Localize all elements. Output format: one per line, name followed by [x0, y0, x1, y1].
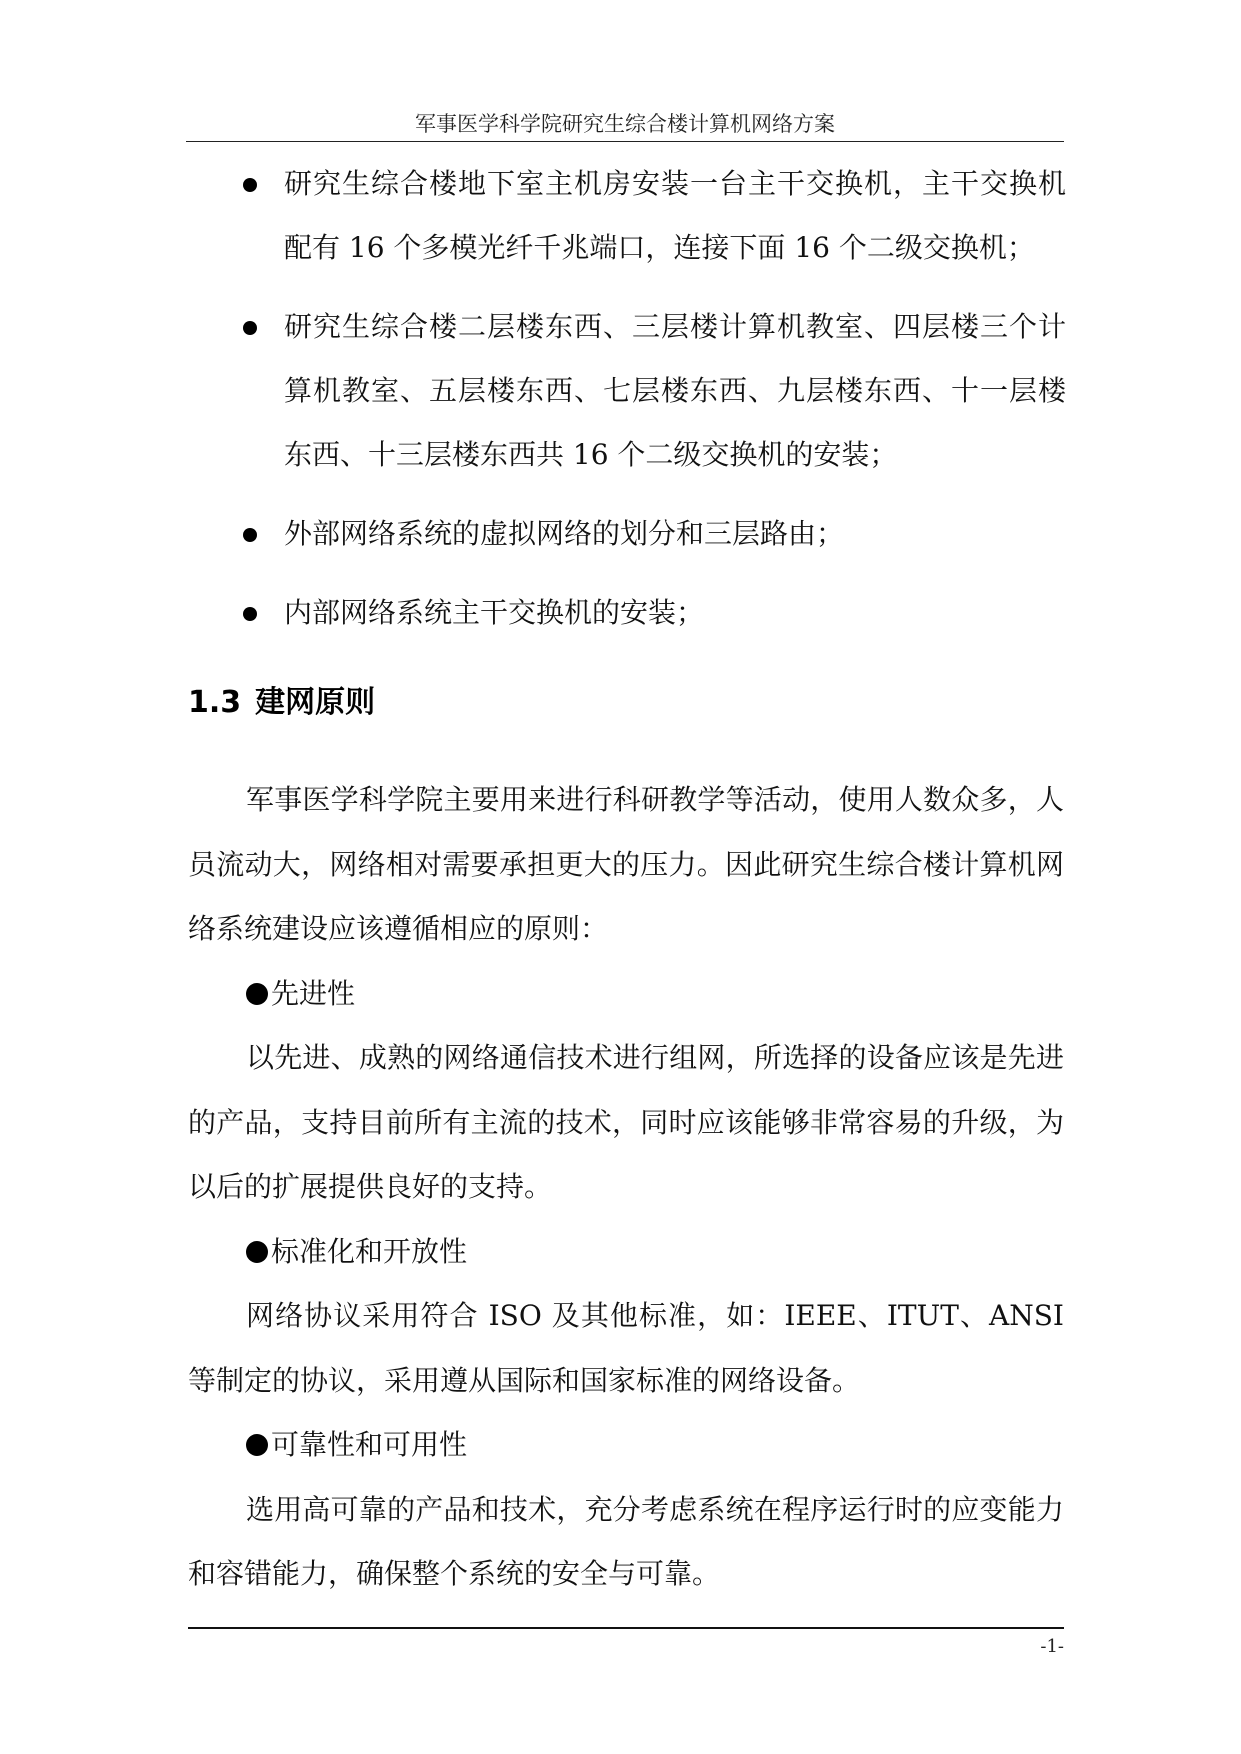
intro-paragraph: 军事医学科学院主要用来进行科研教学等活动，使用人数众多，人员流动大，网络相对需要承担更大的压力。因此研究生综合楼计算机网络系统建设应该遵循相应的原则： [188, 783, 1064, 945]
principle-paragraph: 选用高可靠的产品和技术，充分考虑系统在程序运行时的应变能力和容错能力，确保整个系统的安全与可靠。 [188, 1492, 1064, 1590]
principles-body [188, 768, 1064, 1607]
bullet-icon [246, 983, 268, 1005]
principle-heading [188, 1413, 1064, 1478]
list-item-text: 内部网络系统主干交换机的安装； [284, 596, 705, 629]
principle-paragraph: 以先进、成熟的网络通信技术进行组网，所选择的设备应该是先进的产品，支持目前所有主流的技术，同时应该能够非常容易的升级，为以后的扩展提供良好的支持。 [188, 1041, 1064, 1203]
section-title-text: 建网原则 [255, 685, 376, 720]
principle-heading-text: 先进性 [271, 976, 356, 1010]
list-item [186, 502, 1066, 566]
page-number: -1- [1040, 1636, 1064, 1657]
page-header-title: 军事医学科学院研究生综合楼计算机网络方案 [415, 112, 835, 136]
principle-heading [188, 962, 1064, 1027]
principle-heading [188, 1220, 1064, 1285]
header-divider [186, 141, 1064, 142]
list-item [186, 581, 1066, 645]
bullet-icon [243, 528, 257, 542]
section-number: 1.3 [188, 685, 242, 720]
principle-heading-text: 标准化和开放性 [271, 1234, 468, 1268]
bullet-icon [243, 607, 257, 621]
list-item-text: 研究生综合楼地下室主机房安装一台主干交换机，主干交换机配有 16 个多模光纤千兆端口，连接下面 16 个二级交换机； [284, 167, 1066, 264]
principle-paragraph: 网络协议采用符合 ISO 及其他标准，如：IEEE、ITUT、ANSI 等制定的协议，采用遵从国际和国家标准的网络设备。 [188, 1299, 1064, 1397]
bullet-icon [246, 1434, 268, 1456]
bullet-icon [243, 178, 257, 192]
principle-heading-text: 可靠性和可用性 [271, 1428, 468, 1461]
list-item [186, 152, 1066, 280]
list-item [186, 295, 1066, 487]
list-item-text: 研究生综合楼二层楼东西、三层楼计算机教室、四层楼三个计算机教室、五层楼东西、七层楼东西、九层楼东西、十一层楼东西、十三层楼东西共 16 个二级交换机的安装； [284, 310, 1066, 471]
bullet-icon [243, 321, 257, 335]
section-heading [188, 676, 375, 730]
scope-bullet-list [186, 152, 1066, 660]
footer-divider [188, 1627, 1064, 1629]
list-item-text: 外部网络系统的虚拟网络的划分和三层路由； [284, 517, 845, 550]
bullet-icon [246, 1241, 268, 1263]
